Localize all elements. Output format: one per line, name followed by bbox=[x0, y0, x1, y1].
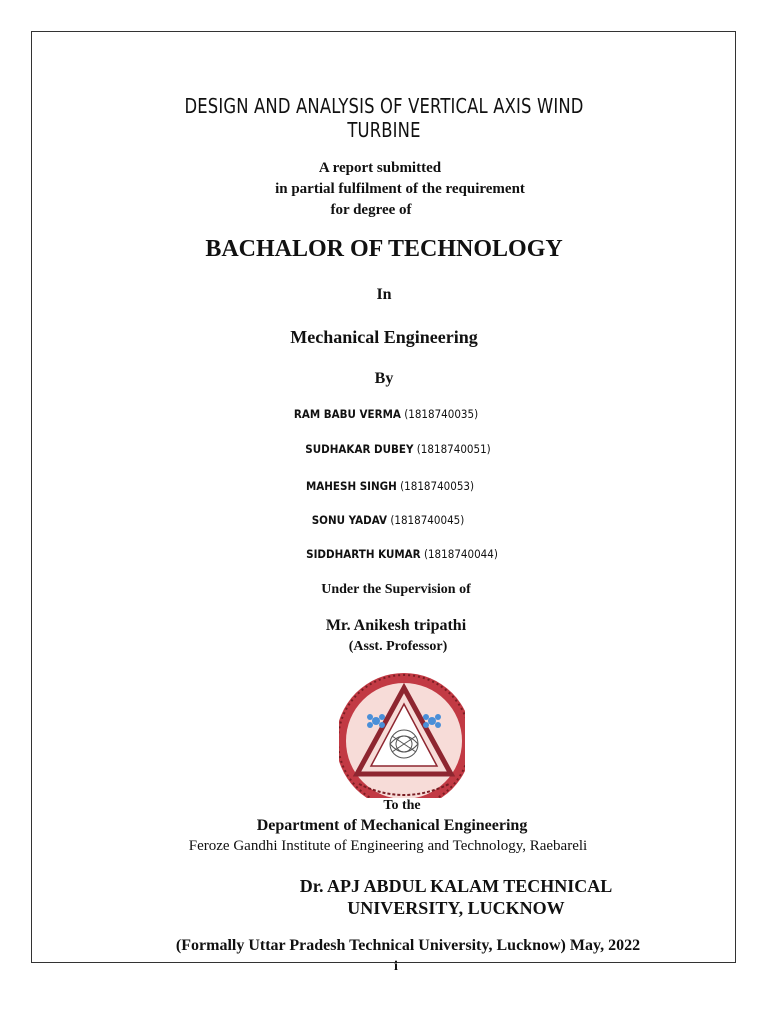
report-title-line2: TURBINE bbox=[347, 118, 421, 142]
formerly-note: (Formally Uttar Pradesh Technical University, Lucknow) May, 2022 bbox=[175, 937, 641, 954]
submitted-line3: for degree of bbox=[330, 202, 412, 218]
university-line1: Dr. APJ ABDUL KALAM TECHNICAL bbox=[299, 876, 613, 896]
by-label: By bbox=[374, 370, 394, 387]
report-title-line1: DESIGN AND ANALYSIS OF VERTICAL AXIS WIND bbox=[184, 94, 584, 118]
student-name: SUDHAKAR DUBEY bbox=[305, 442, 414, 456]
university-line2: UNIVERSITY, LUCKNOW bbox=[347, 898, 565, 918]
student-name: RAM BABU VERMA bbox=[293, 407, 401, 421]
student-entry bbox=[52, 442, 743, 456]
department-name: Department of Mechanical Engineering bbox=[256, 817, 528, 834]
student-name: SIDDHARTH KUMAR bbox=[306, 547, 421, 561]
student-roll: (1818740045) bbox=[390, 513, 465, 527]
student-entry bbox=[44, 479, 735, 493]
student-roll: (1818740044) bbox=[423, 547, 498, 561]
student-entry bbox=[42, 513, 733, 527]
institute-name: Feroze Gandhi Institute of Engineering and Technology, Raebareli bbox=[188, 838, 588, 854]
student-entry bbox=[56, 547, 747, 561]
supervision-label: Under the Supervision of bbox=[321, 582, 471, 597]
student-entry bbox=[40, 407, 731, 421]
branch-name: Mechanical Engineering bbox=[290, 327, 478, 347]
student-name: SONU YADAV bbox=[311, 513, 388, 527]
submitted-line1: A report submitted bbox=[318, 160, 442, 176]
supervisor-title: (Asst. Professor) bbox=[348, 639, 448, 654]
student-roll: (1818740035) bbox=[404, 407, 479, 421]
submitted-line2: in partial fulfilment of the requirement bbox=[275, 181, 525, 197]
degree-title: BACHALOR OF TECHNOLOGY bbox=[205, 236, 563, 262]
student-roll: (1818740051) bbox=[416, 442, 491, 456]
in-label: In bbox=[376, 286, 392, 303]
page-number: i bbox=[394, 959, 398, 974]
to-the-label: To the bbox=[383, 798, 421, 813]
student-roll: (1818740053) bbox=[400, 479, 475, 493]
institute-seal-icon bbox=[339, 672, 465, 798]
supervisor-name: Mr. Anikesh tripathi bbox=[325, 617, 467, 634]
student-name: MAHESH SINGH bbox=[305, 479, 397, 493]
